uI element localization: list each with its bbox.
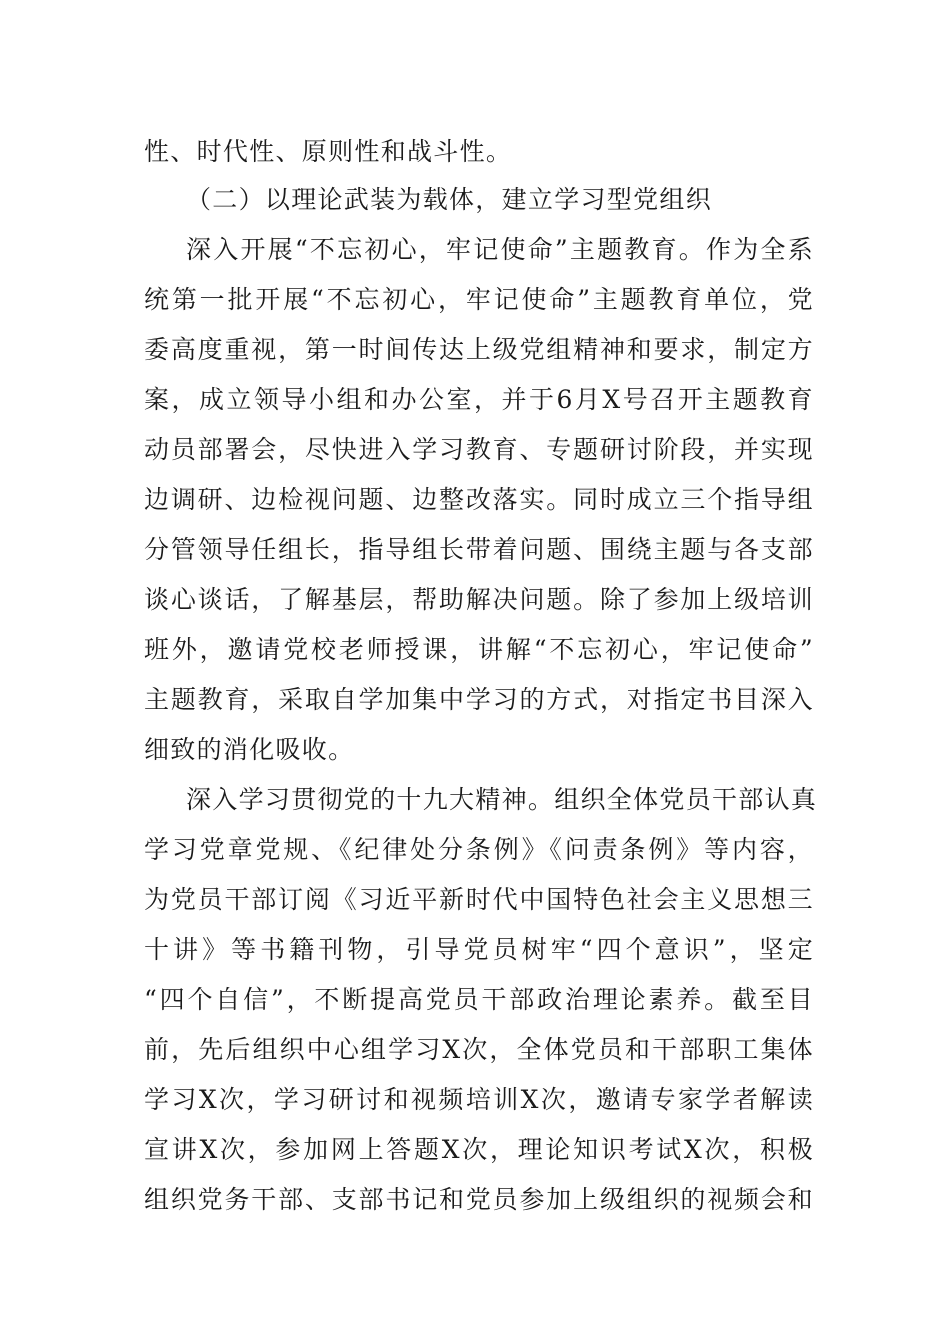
text-line: 组织党务干部、支部书记和党员参加上级组织的视频会和 bbox=[144, 1185, 814, 1214]
text-line: 学习党章党规、《纪律处分条例》《问责条例》等内容， bbox=[144, 835, 814, 864]
section-heading: （二）以理论武装为载体，建立学习型党组织 bbox=[186, 185, 713, 214]
text-line: 分管领导任组长，指导组长带着问题、围绕主题与各支部 bbox=[144, 535, 814, 564]
text-line: 十讲》等书籍刊物，引导党员树牢“四个意识”，坚定 bbox=[144, 935, 814, 964]
text-line: 委高度重视，第一时间传达上级党组精神和要求，制定方 bbox=[144, 335, 814, 364]
text-line: 深入开展“不忘初心，牢记使命”主题教育。作为全系 bbox=[186, 235, 814, 264]
text-line: 统第一批开展“不忘初心，牢记使命”主题教育单位，党 bbox=[144, 285, 814, 314]
text-line: 学习X次，学习研讨和视频培训X次，邀请专家学者解读 bbox=[144, 1085, 814, 1114]
text-line: 细致的消化吸收。 bbox=[144, 735, 355, 764]
text-line: 谈心谈话，了解基层，帮助解决问题。除了参加上级培训 bbox=[144, 585, 814, 614]
text-line: 宣讲X次，参加网上答题X次，理论知识考试X次，积极 bbox=[144, 1135, 814, 1164]
text-line: 性、时代性、原则性和战斗性。 bbox=[144, 137, 513, 166]
text-line: 动员部署会，尽快进入学习教育、专题研讨阶段，并实现 bbox=[144, 435, 814, 464]
text-line: “四个自信”，不断提高党员干部政治理论素养。截至目 bbox=[144, 985, 814, 1014]
text-line: 前，先后组织中心组学习X次，全体党员和干部职工集体 bbox=[144, 1035, 814, 1064]
text-line: 边调研、边检视问题、边整改落实。同时成立三个指导组 bbox=[144, 485, 814, 514]
text-line: 为党员干部订阅《习近平新时代中国特色社会主义思想三 bbox=[144, 885, 814, 914]
text-line: 班外，邀请党校老师授课，讲解“不忘初心，牢记使命” bbox=[144, 635, 814, 664]
text-line: 深入学习贯彻党的十九大精神。组织全体党员干部认真 bbox=[186, 785, 818, 814]
text-line: 主题教育，采取自学加集中学习的方式，对指定书目深入 bbox=[144, 685, 814, 714]
text-line: 案，成立领导小组和办公室，并于6月X号召开主题教育 bbox=[144, 385, 814, 414]
